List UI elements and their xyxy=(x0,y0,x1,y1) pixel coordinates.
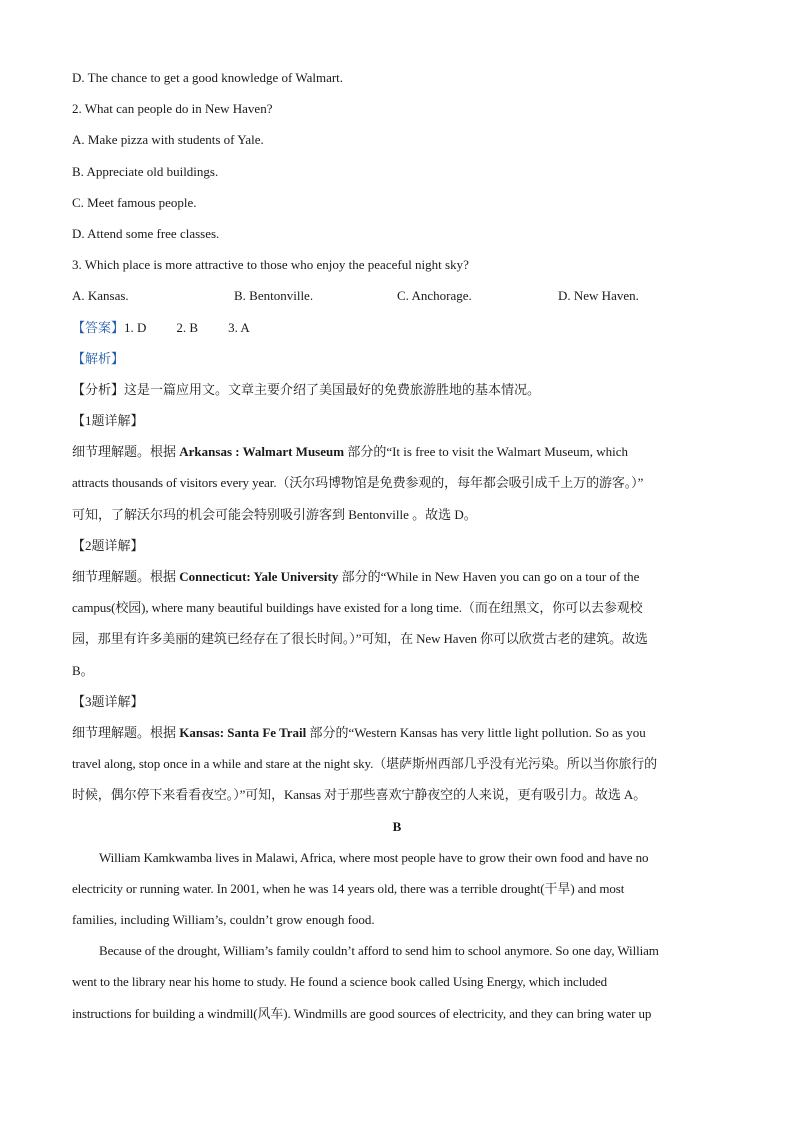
q3-question: 3. Which place is more attractive to those who enjoy the peaceful night sky? xyxy=(72,257,469,273)
detail1-heading: 【1题详解】 xyxy=(72,413,144,429)
q3-option-d: D. New Haven. xyxy=(558,288,639,304)
section-b-label: B xyxy=(392,818,402,834)
answer-item-1: 1. D xyxy=(124,319,147,335)
detail2-line-4: B。 xyxy=(72,662,94,678)
passage-p2-line-1: Because of the drought, William’s family couldn’t afford to send him to school anymore. So one day, William xyxy=(99,943,659,959)
answer-item-3: 3. A xyxy=(228,319,250,335)
detail2-line-3: 园，那里有许多美丽的建筑已经存在了很长时间。）”可知，在 New Haven 你可以欣赏古老的建筑。故选 xyxy=(72,631,648,647)
document-page xyxy=(72,62,722,1029)
summary-line xyxy=(72,374,722,405)
detail1-quote-start: 部分的“It is free to visit the Walmart Museum, which xyxy=(344,444,628,460)
detail2-line-1 xyxy=(72,561,722,592)
answer-item-2: 2. B xyxy=(176,319,199,335)
passage-p2-line-3: instructions for building a windmill(风车). Windmills are good sources of electricity, and they can bring water up xyxy=(72,1005,652,1021)
passage-p1-line-1: William Kamkwamba lives in Malawi, Africa, where most people have to grow their own food and have no xyxy=(99,849,649,865)
answer-line xyxy=(72,312,722,343)
detail1-section-name: Arkansas : Walmart Museum xyxy=(179,444,345,460)
q3-option-a: A. Kansas. xyxy=(72,288,129,304)
detail2-quote-start: 部分的“While in New Haven you can go on a tour of the xyxy=(338,569,640,584)
detail1-prefix: 细节理解题。根据 xyxy=(72,444,180,460)
q3-option-b: B. Bentonville. xyxy=(234,288,314,304)
detail2-section-name: Connecticut: Yale University xyxy=(179,569,339,584)
detail2-heading: 【2题详解】 xyxy=(72,537,144,553)
detail3-prefix: 细节理解题。根据 xyxy=(72,724,180,740)
q2-option-c: C. Meet famous people. xyxy=(72,194,197,210)
q2-option-d: D. Attend some free classes. xyxy=(72,225,220,241)
analysis-tag: 【解析】 xyxy=(72,350,125,366)
detail3-line-2: travel along, stop once in a while and stare at the night sky.（堪萨斯州西部几乎没有光污染。所以当你旅行的 xyxy=(72,756,658,772)
detail3-line-1 xyxy=(72,717,722,748)
detail1-line-1 xyxy=(72,436,722,467)
summary-tag: 【分析】 xyxy=(72,381,125,397)
q2-option-b: B. Appreciate old buildings. xyxy=(72,163,219,179)
q3-option-c: C. Anchorage. xyxy=(397,288,472,304)
passage-p2-line-2: went to the library near his home to study. He found a science book called Using Energy, which included xyxy=(72,974,608,990)
detail2-line-2: campus(校园), where many beautiful buildings have existed for a long time.（而在纽黑文，你可以去参观校 xyxy=(72,600,643,616)
detail3-heading: 【3题详解】 xyxy=(72,693,144,709)
detail3-line-3: 时候，偶尔停下来看看夜空。）”可知，Kansas 对于那些喜欢宁静夜空的人来说，更有吸引力。故选 A。 xyxy=(72,787,647,803)
section-b-heading xyxy=(72,811,722,842)
detail1-line-2: attracts thousands of visitors every year.（沃尔玛博物馆是免费参观的，每年都会吸引成千上万的游客。）” xyxy=(72,475,644,491)
detail1-line-3: 可知，了解沃尔玛的机会可能会特别吸引游客到 Bentonville 。故选 D。 xyxy=(72,506,477,522)
q2-option-a: A. Make pizza with students of Yale. xyxy=(72,132,264,148)
summary-text: 这是一篇应用文。文章主要介绍了美国最好的免费旅游胜地的基本情况。 xyxy=(124,381,541,397)
q2-question: 2. What can people do in New Haven? xyxy=(72,101,273,117)
q3-options xyxy=(72,280,722,311)
passage-p1-line-3: families, including William’s, couldn’t grow enough food. xyxy=(72,912,375,928)
q1-option-d: D. The chance to get a good knowledge of Walmart. xyxy=(72,70,344,85)
passage-p1-line-2: electricity or running water. In 2001, when he was 14 years old, there was a terrible drought(干旱) and most xyxy=(72,880,625,896)
answer-tag: 【答案】 xyxy=(72,319,125,335)
detail3-section-name: Kansas: Santa Fe Trail xyxy=(179,724,307,740)
detail2-prefix: 细节理解题。根据 xyxy=(72,569,180,584)
detail3-quote-start: 部分的“Western Kansas has very little light pollution. So as you xyxy=(306,724,646,740)
